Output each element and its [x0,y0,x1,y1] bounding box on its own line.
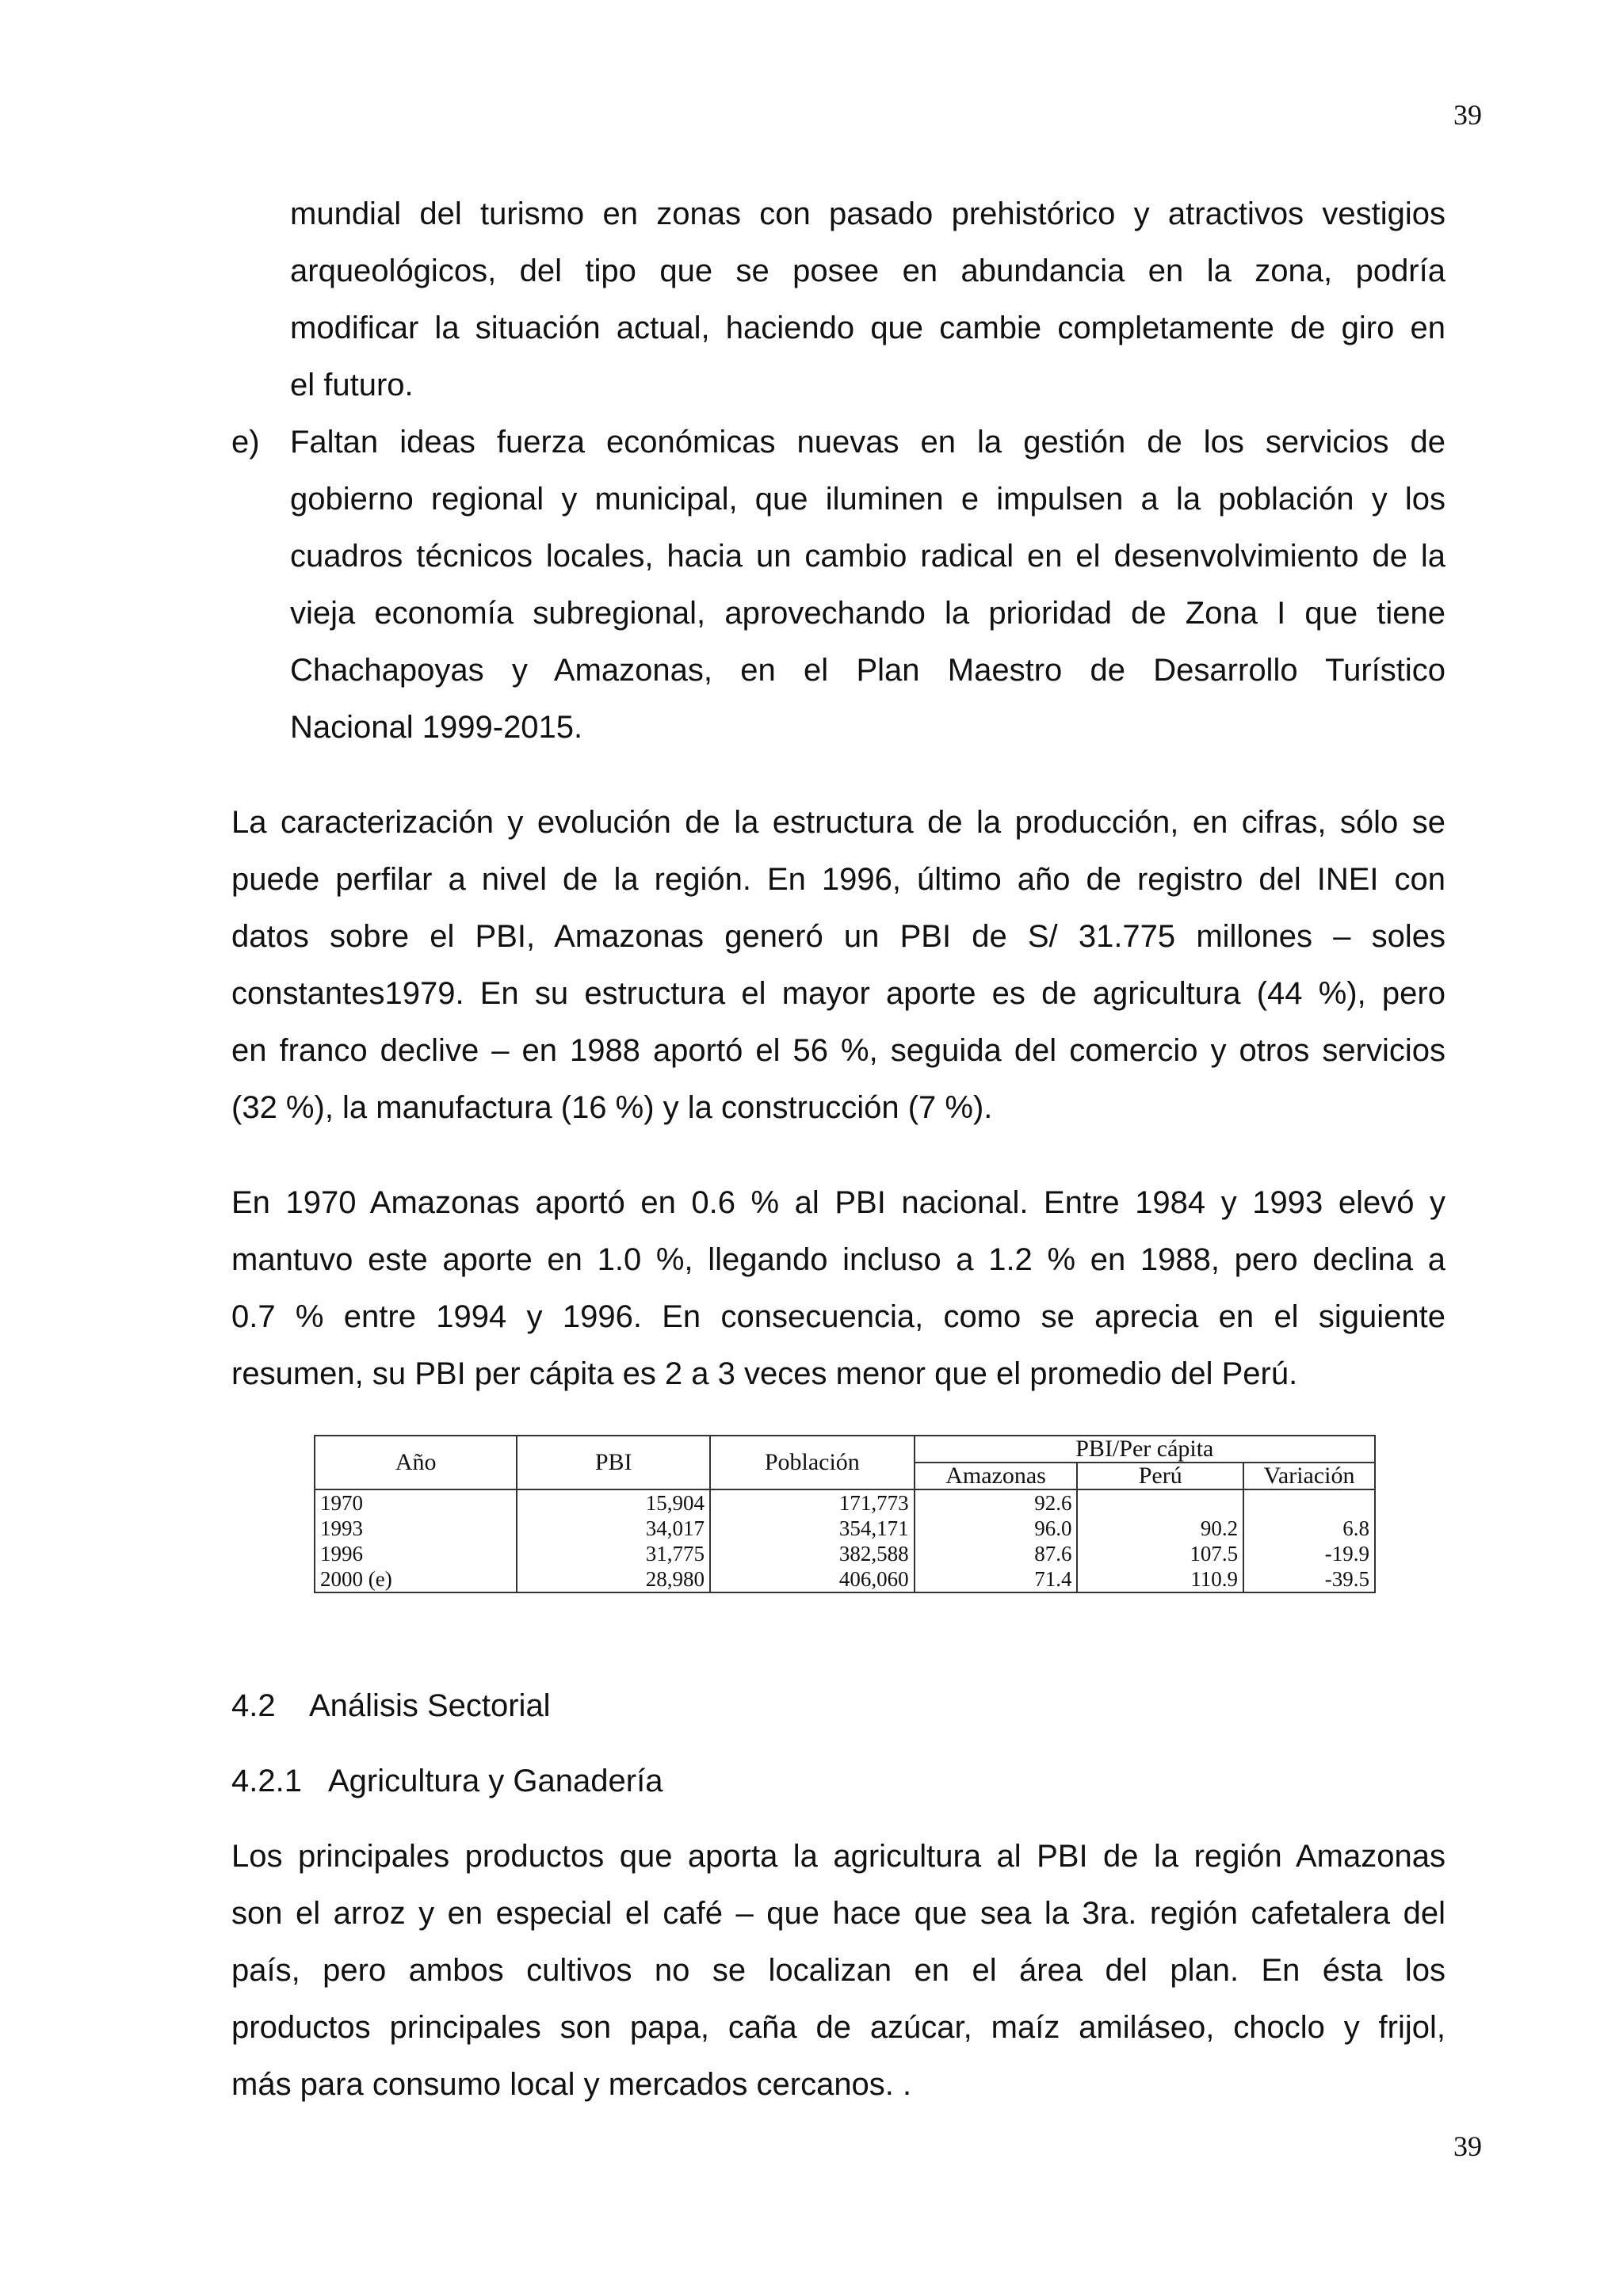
text-line: mantuvo este aporte en 1.0 %, llegando incluso a 1.2 % en 1988, pero declina a [231,1242,1445,1277]
text-line: arqueológicos, del tipo que se posee en abundancia en la zona, podría [290,254,1445,288]
cell-variation: 6.8 [1243,1516,1375,1541]
text-line: (32 %), la manufactura (16 %) y la construcción (7 %). [231,1090,993,1125]
cell-year: 1993 [315,1516,517,1541]
section-heading-4-2-1 [231,1753,663,1810]
text-line: 0.7 % entre 1994 y 1996. En consecuencia, como se aprecia en el siguiente [231,1299,1445,1334]
cell-peru: 107.5 [1077,1541,1243,1566]
cell-population: 171,773 [710,1489,915,1516]
cell-amazonas: 87.6 [915,1541,1078,1566]
cell-amazonas: 96.0 [915,1516,1078,1541]
cell-year: 1996 [315,1541,517,1566]
column-header-pbi: PBI [517,1436,710,1489]
text-line: Los principales productos que aporta la agricultura al PBI de la región Amazonas [231,1839,1445,1874]
section-title: Agricultura y Ganadería [328,1764,663,1798]
cell-variation: -39.5 [1243,1566,1375,1592]
section-title: Análisis Sectorial [309,1688,551,1723]
cell-peru: 110.9 [1077,1566,1243,1592]
text-line: cuadros técnicos locales, hacia un cambio radical en el desenvolvimiento de la [290,539,1445,574]
list-item-e [290,414,1445,756]
page-number-top: 39 [1453,99,1482,131]
cell-peru [1077,1489,1243,1516]
cell-population: 382,588 [710,1541,915,1566]
paragraph-pbi-national [231,1174,1445,1402]
list-label-e: e) [231,425,260,460]
column-header-variation: Variación [1243,1463,1375,1489]
text-line: país, pero ambos cultivos no se localizan en el área del plan. En ésta los [231,1953,1445,1988]
cell-pbi: 34,017 [517,1516,710,1541]
text-line: el futuro. [290,368,414,402]
text-line: En 1970 Amazonas aportó en 0.6 % al PBI nacional. Entre 1984 y 1993 elevó y [231,1185,1445,1220]
cell-amazonas: 71.4 [915,1566,1078,1592]
text-line: vieja economía subregional, aprovechando la prioridad de Zona I que tiene [290,596,1445,631]
text-line: resumen, su PBI per cápita es 2 a 3 veces menor que el promedio del Perú. [231,1356,1298,1391]
text-line: modificar la situación actual, haciendo que cambie completamente de giro en [290,311,1445,345]
table-row [315,1516,1375,1541]
section-number: 4.2.1 [231,1764,302,1798]
text-line: en franco declive – en 1988 aportó el 56 %, seguida del comercio y otros servicios [231,1033,1445,1068]
cell-pbi: 28,980 [517,1566,710,1592]
text-line: Nacional 1999-2015. [290,710,583,745]
column-header-peru: Perú [1077,1463,1243,1489]
cell-year: 1970 [315,1489,517,1516]
column-header-year: Año [315,1436,517,1489]
table-row [315,1566,1375,1592]
cell-population: 406,060 [710,1566,915,1592]
text-line: Chachapoyas y Amazonas, en el Plan Maestro de Desarrollo Turístico [290,653,1445,688]
page-number-bottom: 39 [1453,2130,1482,2162]
column-header-per-capita: PBI/Per cápita [915,1436,1375,1463]
cell-variation: -19.9 [1243,1541,1375,1566]
cell-year: 2000 (e) [315,1566,517,1592]
pbi-summary-table [314,1435,1376,1593]
section-heading-4-2 [231,1677,551,1734]
cell-peru: 90.2 [1077,1516,1243,1541]
cell-pbi: 31,775 [517,1541,710,1566]
text-line: más para consumo local y mercados cercanos. . [231,2067,912,2102]
cell-variation [1243,1489,1375,1516]
paragraph-agriculture [231,1828,1445,2113]
section-number: 4.2 [231,1688,276,1723]
text-line: constantes1979. En su estructura el mayor aporte es de agricultura (44 %), pero [231,976,1445,1011]
text-line: puede perfilar a nivel de la región. En 1996, último año de registro del INEI con [231,862,1445,897]
text-line: datos sobre el PBI, Amazonas generó un PBI de S/ 31.775 millones – soles [231,919,1445,954]
paragraph-pbi-structure [231,794,1445,1136]
table-header-row [315,1436,1375,1463]
text-line: mundial del turismo en zonas con pasado prehistórico y atractivos vestigios [290,196,1445,231]
table-row [315,1489,1375,1516]
table-row [315,1541,1375,1566]
text-line: Faltan ideas fuerza económicas nuevas en la gestión de los servicios de [290,425,1445,460]
text-line: La caracterización y evolución de la estructura de la producción, en cifras, sólo se [231,805,1445,840]
cell-population: 354,171 [710,1516,915,1541]
cell-amazonas: 92.6 [915,1489,1078,1516]
list-continuation [290,185,1445,414]
cell-pbi: 15,904 [517,1489,710,1516]
text-line: productos principales son papa, caña de azúcar, maíz amiláseo, choclo y frijol, [231,2010,1445,2045]
column-header-population: Población [710,1436,915,1489]
text-line: gobierno regional y municipal, que iluminen e impulsen a la población y los [290,482,1445,517]
column-header-amazonas: Amazonas [915,1463,1078,1489]
text-line: son el arroz y en especial el café – que hace que sea la 3ra. región cafetalera del [231,1896,1445,1931]
